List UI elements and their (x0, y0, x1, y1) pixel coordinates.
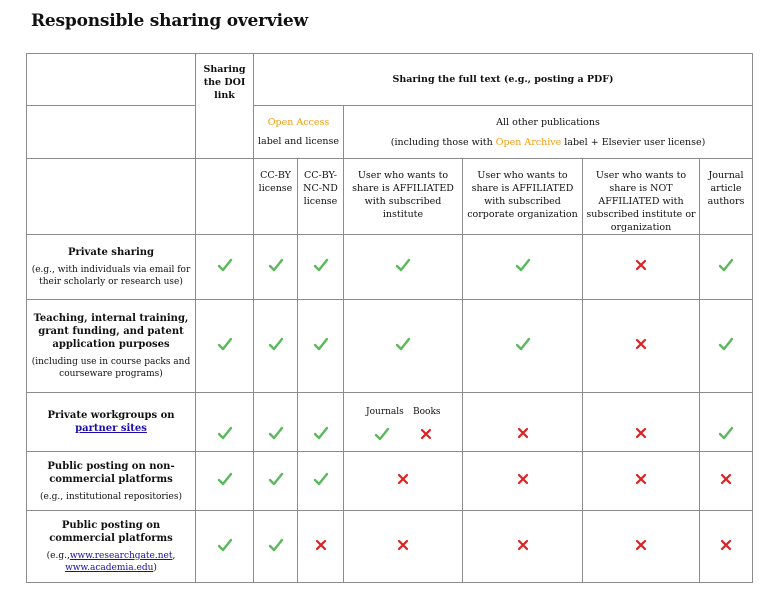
cross-icon (313, 545, 329, 556)
corner-cell-3 (27, 159, 196, 235)
check-icon (515, 344, 531, 355)
cross-icon (633, 433, 649, 444)
table-row (27, 235, 753, 300)
mark-cell (254, 300, 298, 393)
doi-link-header (196, 54, 254, 159)
label-and-license: label and license (258, 136, 339, 147)
mark-cell (254, 452, 298, 511)
affiliated-corporate-header: User who wants to share is AFFILIATED with subscribed corporate organization (463, 159, 583, 235)
mark-cell (583, 452, 700, 511)
open-access-label: Open Access (267, 117, 330, 128)
ccby-header: CC-BY license (254, 159, 298, 235)
check-icon (718, 344, 734, 355)
not-affiliated-header: User who wants to share is NOT AFFILIATED with subscribed institute or organization (583, 159, 700, 235)
all-other-label: All other publications (496, 116, 600, 128)
doi-line3: link (214, 90, 235, 101)
cross-icon (515, 433, 531, 444)
check-icon (395, 265, 411, 276)
cross-icon (633, 265, 649, 276)
check-icon (268, 545, 284, 556)
mark-cell (463, 235, 583, 300)
mark-cell (700, 511, 753, 583)
mark-cell (298, 235, 344, 300)
row-label: Teaching, internal training, grant funding, and patent application purposes (including use in course packs and courseware programs) (27, 300, 196, 393)
table-row (27, 393, 753, 452)
check-icon (313, 344, 329, 355)
mark-cell (196, 511, 254, 583)
doi-line1: Sharing (203, 64, 246, 75)
table-row (27, 452, 753, 511)
mark-cell (583, 511, 700, 583)
page-title: Responsible sharing overview (31, 11, 308, 31)
journals-label: Journals (366, 407, 404, 417)
check-icon (268, 479, 284, 490)
check-icon (313, 479, 329, 490)
check-icon (217, 265, 233, 276)
mark-cell (298, 452, 344, 511)
journals-books-cell (344, 393, 463, 452)
mark-cell (254, 511, 298, 583)
including-note: (including those with Open Archive label + Elsevier user license) (390, 136, 706, 148)
check-icon (217, 344, 233, 355)
cross-icon (633, 344, 649, 355)
affiliated-institute-header: User who wants to share is AFFILIATED with subscribed institute (344, 159, 463, 235)
journal-authors-header: Journal article authors (700, 159, 753, 235)
cross-icon (633, 479, 649, 490)
cross-icon (718, 479, 734, 490)
corner-cell (27, 54, 196, 106)
row-label: Private sharing (e.g., with individuals via email for their scholarly or research use) (27, 235, 196, 300)
mark-cell (463, 393, 583, 452)
full-text-header: Sharing the full text (e.g., posting a PDF) (254, 54, 753, 106)
mark-cell (254, 235, 298, 300)
mark-cell (196, 300, 254, 393)
mark-cell (700, 300, 753, 393)
corner-cell-2 (27, 106, 196, 159)
check-icon (515, 265, 531, 276)
check-icon (217, 545, 233, 556)
check-icon (374, 426, 390, 446)
mark-cell (583, 300, 700, 393)
mark-cell (463, 300, 583, 393)
check-icon (268, 344, 284, 355)
mark-cell (344, 511, 463, 583)
mark-cell (298, 511, 344, 583)
row-label: Public posting on non-commercial platforms (e.g., institutional repositories) (27, 452, 196, 511)
sharing-table (26, 53, 753, 583)
cross-icon (418, 426, 434, 446)
mark-cell (700, 235, 753, 300)
doi-line2: the DOI (203, 77, 246, 88)
empty-doi-subheader (196, 159, 254, 235)
ccbyncnd-header: CC-BY- NC-ND license (298, 159, 344, 235)
check-icon (268, 433, 284, 444)
mark-cell (298, 300, 344, 393)
cross-icon (515, 545, 531, 556)
open-archive-label: Open Archive (495, 136, 562, 148)
mark-cell (344, 235, 463, 300)
all-other-header (344, 106, 753, 159)
partner-sites-link[interactable]: partner sites (75, 423, 147, 434)
mark-cell (196, 235, 254, 300)
mark-cell (196, 393, 254, 452)
row-label: Public posting on commercial platforms (e.g.,www.researchgate.net, www.academia.edu) (27, 511, 196, 583)
table-row (27, 511, 753, 583)
cross-icon (515, 479, 531, 490)
table-row (27, 300, 753, 393)
mark-cell (344, 452, 463, 511)
row-label: Private workgroups on partner sites (27, 393, 196, 452)
cross-icon (718, 545, 734, 556)
mark-cell (463, 452, 583, 511)
check-icon (718, 265, 734, 276)
mark-cell (344, 300, 463, 393)
mark-cell (700, 452, 753, 511)
check-icon (718, 433, 734, 444)
open-access-header (254, 106, 344, 159)
cross-icon (633, 545, 649, 556)
mark-cell (254, 393, 298, 452)
check-icon (313, 265, 329, 276)
mark-cell (196, 452, 254, 511)
mark-cell (298, 393, 344, 452)
mark-cell (583, 235, 700, 300)
check-icon (268, 265, 284, 276)
check-icon (217, 479, 233, 490)
mark-cell (700, 393, 753, 452)
check-icon (395, 344, 411, 355)
researchgate-link[interactable]: www.researchgate.net (69, 551, 173, 561)
mark-cell (463, 511, 583, 583)
check-icon (217, 433, 233, 444)
mark-cell (583, 393, 700, 452)
cross-icon (395, 545, 411, 556)
academia-link[interactable]: www.academia.edu (65, 563, 154, 573)
check-icon (313, 433, 329, 444)
books-label: Books (413, 407, 441, 417)
cross-icon (395, 479, 411, 490)
